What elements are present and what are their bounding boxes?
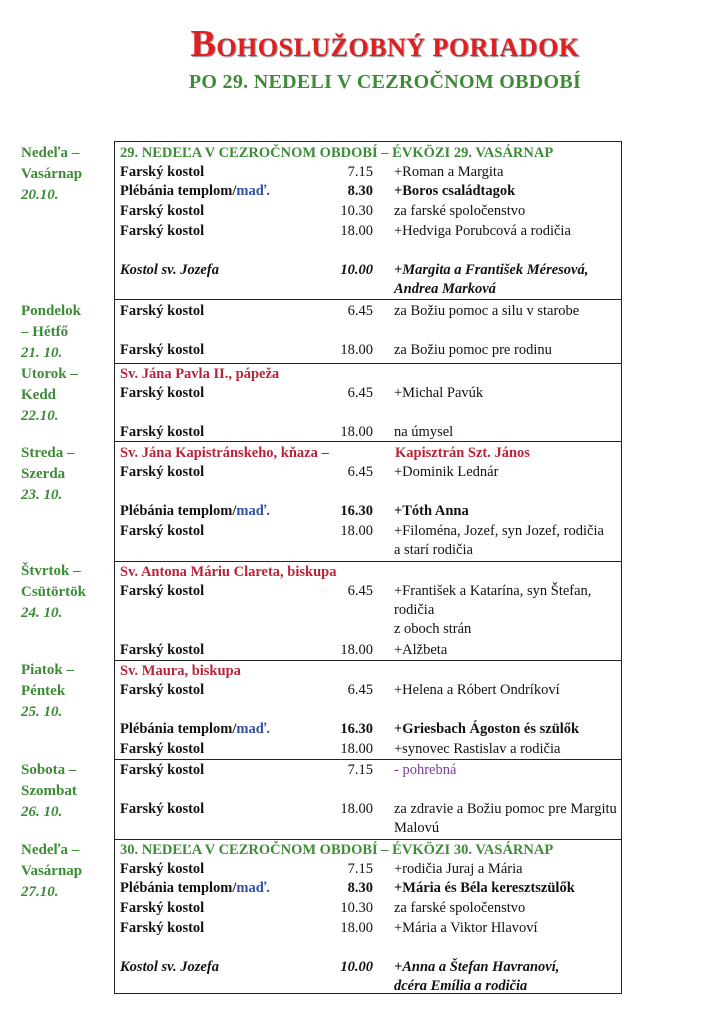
place-name: Farský kostol [120,523,205,539]
mass-intention: +Mária a Viktor Hlavoví [394,920,538,936]
place-name: Farský kostol [120,741,205,757]
day-label-wednesday: Streda – Szerda 23. 10. [21,443,113,506]
day-separator [115,561,621,562]
mass-intention: na úmysel [394,424,454,440]
place-name: Farský kostol [120,424,205,440]
mass-time: 6.45 [347,583,373,599]
mass-intention: za farské spoločenstvo [394,900,526,916]
place-name: Plébánia templom/maď. [120,721,270,737]
mass-intention: +František a Katarína, syn Štefan, rodičia z oboch strán [394,583,592,637]
mass-time: 10.30 [340,900,373,916]
mass-intention: za zdravie a Božiu pomoc pre Margitu Malovú [394,801,617,836]
day-date: 25. 10. [21,704,63,720]
mass-time: 16.30 [340,503,373,519]
mass-time: 6.45 [347,464,373,480]
place-name: Farský kostol [120,342,205,358]
liturgical-heading: Sv. Antona Máriu Clareta, biskupa [120,564,337,580]
mass-time: 10.00 [340,262,373,278]
mass-intention: +Helena a Róbert Ondríkoví [394,682,560,698]
place-name: Plébánia templom/maď. [120,183,270,199]
place-name: Farský kostol [120,762,205,778]
mass-time: 7.15 [347,164,373,180]
mass-time: 8.30 [347,183,373,199]
mass-intention: +Anna a Štefan Havranoví, dcéra Emília a rodičia [394,959,560,994]
place-name: Farský kostol [120,464,205,480]
day-label-tuesday: Utorok – Kedd 22.10. [21,364,113,427]
mass-intention: +synovec Rastislav a rodičia [394,741,561,757]
mass-intention: +Roman a Margita [394,164,504,180]
mass-time: 16.30 [340,721,373,737]
mass-time: 6.45 [347,682,373,698]
mass-intention: +rodičia Juraj a Mária [394,861,523,877]
mass-intention: +Boros családtagok [394,183,516,199]
mass-intention: +Hedviga Porubcová a rodičia [394,223,571,239]
mass-time: 7.15 [347,861,373,877]
day-date: 22.10. [21,408,59,424]
place-name: Farský kostol [120,920,205,936]
schedule-table [114,141,622,994]
mass-time: 18.00 [340,642,373,658]
mass-intention: +Griesbach Ágoston és szülők [394,721,580,737]
day-date: 23. 10. [21,487,63,503]
mass-time: 18.00 [340,424,373,440]
page-subtitle: PO 29. NEDELI V CEZROČNOM OBDOBÍ [188,71,582,93]
day-separator [115,759,621,760]
mass-time: 10.00 [340,959,373,975]
day-separator [115,660,621,661]
day-label-saturday: Sobota – Szombat 26. 10. [21,760,113,823]
day-label-sunday-20: Nedeľa – Vasárnap 20.10. [21,143,113,206]
mass-intention: +Alžbeta [394,642,448,658]
day-label-monday: Pondelok – Hétfő 21. 10. [21,301,113,364]
mass-time: 6.45 [347,385,373,401]
day-date: 24. 10. [21,605,63,621]
place-name: Farský kostol [120,642,205,658]
day-label-sunday-27: Nedeľa – Vasárnap 27.10. [21,840,113,903]
page-title [0,22,724,66]
liturgical-heading: Sv. Maura, biskupa [120,663,241,679]
mass-time: 18.00 [340,523,373,539]
mass-time: 18.00 [340,920,373,936]
mass-time: 7.15 [347,762,373,778]
place-name: Plébánia templom/maď. [120,503,270,519]
place-name: Farský kostol [120,583,205,599]
mass-time: 18.00 [340,223,373,239]
mass-time: 18.00 [340,741,373,757]
mass-time: 18.00 [340,801,373,817]
place-name: Farský kostol [120,900,205,916]
place-name: Farský kostol [120,164,205,180]
title-rest: OHOSLUŽOBNÝ PORIADOK [216,33,580,62]
liturgical-heading: Sv. Jána Kapistránskeho, kňaza – Kapisztrán Szt. János [120,445,530,461]
day-date: 20.10. [21,187,59,203]
mass-time: 10.30 [340,203,373,219]
mass-time: 6.45 [347,303,373,319]
mass-intention: +Tóth Anna [394,503,469,519]
place-name: Farský kostol [120,801,205,817]
day-date: 21. 10. [21,345,63,361]
mass-time: 8.30 [347,880,373,896]
day-date: 27.10. [21,884,59,900]
place-name: Plébánia templom/maď. [120,880,270,896]
mass-intention: za Božiu pomoc a silu v starobe [394,303,580,319]
mass-intention: za farské spoločenstvo [394,203,526,219]
day-label-thursday: Štvrtok – Csütörtök 24. 10. [21,561,113,624]
liturgical-heading: 30. NEDEĽA V CEZROČNOM OBDOBÍ – ÉVKÖZI 30. VASÁRNAP [120,842,554,858]
place-name: Kostol sv. Jozefa [120,262,219,278]
day-separator [115,363,621,364]
place-name: Farský kostol [120,303,205,319]
mass-intention: za Božiu pomoc pre rodinu [394,342,552,358]
liturgical-heading: 29. NEDEĽA V CEZROČNOM OBDOBÍ – ÉVKÖZI 29. VASÁRNAP [120,145,554,161]
mass-intention: - pohrebná [394,762,457,778]
day-date: 26. 10. [21,804,63,820]
place-name: Farský kostol [120,385,205,401]
mass-intention: +Dominik Lednár [394,464,499,480]
mass-intention: +Mária és Béla keresztszülők [394,880,575,896]
day-separator [115,299,621,300]
day-label-friday: Piatok – Péntek 25. 10. [21,660,113,723]
place-name: Farský kostol [120,223,205,239]
place-name: Farský kostol [120,682,205,698]
place-name: Farský kostol [120,203,205,219]
mass-intention: +Margita a František Méresová, Andrea Marková [394,262,589,297]
mass-time: 18.00 [340,342,373,358]
place-name: Kostol sv. Jozefa [120,959,219,975]
day-separator [115,839,621,840]
mass-intention: +Filoména, Jozef, syn Jozef, rodičia a starí rodičia [394,523,604,558]
liturgical-heading: Sv. Jána Pavla II., pápeža [120,366,280,382]
title-initial: B [190,23,217,65]
mass-intention: +Michal Pavúk [394,385,484,401]
place-name: Farský kostol [120,861,205,877]
